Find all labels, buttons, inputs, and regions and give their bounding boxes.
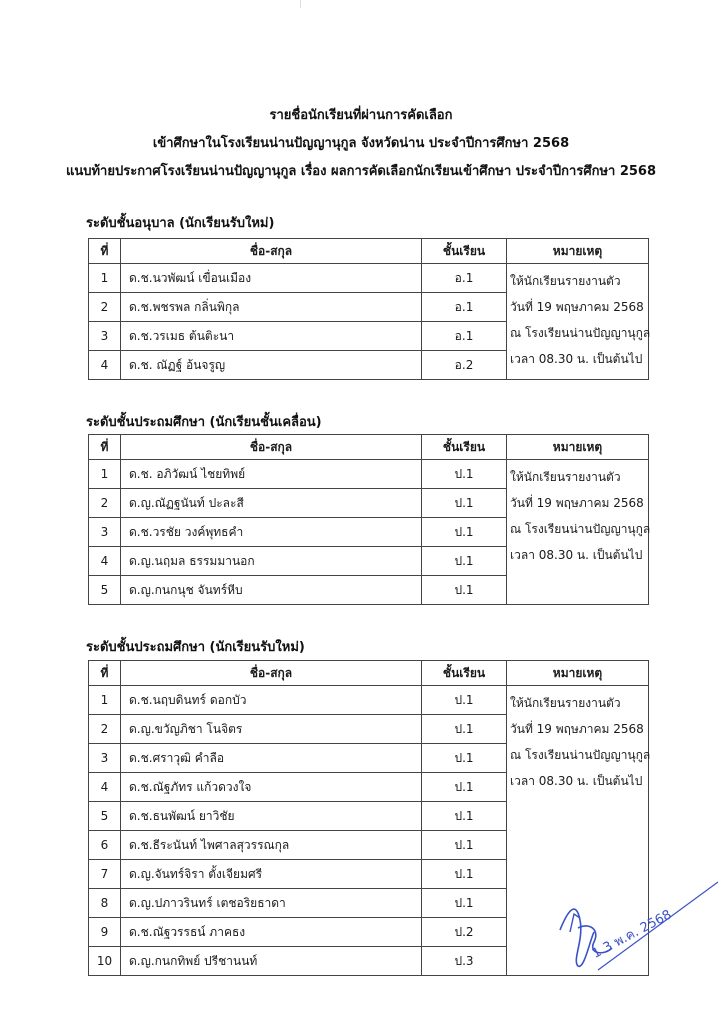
class-level: ป.1 (422, 489, 507, 518)
note-line: ให้นักเรียนรายงานตัว (510, 470, 621, 484)
row-number: 3 (89, 322, 121, 351)
table-primary-transfer (88, 434, 649, 605)
row-number: 6 (89, 831, 121, 860)
column-header-class: ชั้นเรียน (422, 661, 507, 686)
student-name: ด.ช.ณัฐวรรธน์ ภาคธง (121, 918, 422, 947)
column-header-note: หมายเหตุ (507, 239, 649, 264)
note-line: เวลา 08.30 น. เป็นต้นไป (510, 548, 643, 562)
student-name: ด.ช.ศราวุฒิ คำลือ (121, 744, 422, 773)
note-line: ณ โรงเรียนน่านปัญญานุกูล (510, 748, 651, 762)
student-name: ด.ญ.ณัฏฐนันท์ ปะละสี (121, 489, 422, 518)
row-number: 8 (89, 889, 121, 918)
section-title-kindergarten: ระดับชั้นอนุบาล (นักเรียนรับใหม่) (86, 216, 275, 231)
note-line: ณ โรงเรียนน่านปัญญานุกูล (510, 326, 651, 340)
student-name: ด.ช.นฤบดินทร์ ดอกบัว (121, 686, 422, 715)
class-level: อ.2 (422, 351, 507, 380)
row-number: 2 (89, 489, 121, 518)
note-line: เวลา 08.30 น. เป็นต้นไป (510, 774, 643, 788)
class-level: ป.1 (422, 576, 507, 605)
class-level: ป.1 (422, 460, 507, 489)
row-number: 3 (89, 744, 121, 773)
student-name: ด.ช.ณัฐภัทร แก้วดวงใจ (121, 773, 422, 802)
row-number: 5 (89, 802, 121, 831)
class-level: ป.1 (422, 744, 507, 773)
student-name: ด.ช.ธนพัฒน์ ยาวิชัย (121, 802, 422, 831)
student-name: ด.ญ.จันทร์จิรา ตั้งเจียมศรี (121, 860, 422, 889)
column-header-class: ชั้นเรียน (422, 435, 507, 460)
class-level: ป.1 (422, 715, 507, 744)
row-number: 9 (89, 918, 121, 947)
scan-artifact-line (300, 0, 301, 8)
column-header-num: ที่ (89, 435, 121, 460)
class-level: ป.1 (422, 831, 507, 860)
class-level: อ.1 (422, 322, 507, 351)
class-level: ป.1 (422, 860, 507, 889)
row-number: 4 (89, 773, 121, 802)
header-subtitle: เข้าศึกษาในโรงเรียนน่านปัญญานุกูล จังหวัดน่าน ประจำปีการศึกษา 2568 (152, 136, 570, 151)
column-header-name: ชื่อ-สกุล (121, 435, 422, 460)
row-number: 2 (89, 293, 121, 322)
student-name: ด.ญ.กนกทิพย์ ปรีชานนท์ (121, 947, 422, 976)
note-line: วันที่ 19 พฤษภาคม 2568 (510, 300, 644, 314)
class-level: ป.1 (422, 547, 507, 576)
note-cell (507, 460, 649, 605)
column-header-num: ที่ (89, 661, 121, 686)
row-number: 3 (89, 518, 121, 547)
row-number: 10 (89, 947, 121, 976)
row-number: 1 (89, 460, 121, 489)
student-name: ด.ช.วรเมธ ต้นติะนา (121, 322, 422, 351)
table-row (89, 686, 649, 715)
class-level: ป.1 (422, 773, 507, 802)
section-title-primary-transfer: ระดับชั้นประถมศึกษา (นักเรียนชั้นเคลื่อน) (86, 415, 322, 430)
received-date-stamp: 1 3 พ.ค. 2568 (589, 907, 675, 962)
row-number: 5 (89, 576, 121, 605)
column-header-num: ที่ (89, 239, 121, 264)
header-title: รายชื่อนักเรียนที่ผ่านการคัดเลือก (269, 108, 453, 123)
table-header-row (89, 435, 649, 460)
class-level: อ.1 (422, 264, 507, 293)
class-level: อ.1 (422, 293, 507, 322)
class-level: ป.1 (422, 802, 507, 831)
row-number: 1 (89, 264, 121, 293)
note-line: ให้นักเรียนรายงานตัว (510, 274, 621, 288)
row-number: 1 (89, 686, 121, 715)
row-number: 2 (89, 715, 121, 744)
student-name: ด.ช.ธีระนันท์ ไพศาลสุวรรณกุล (121, 831, 422, 860)
column-header-name: ชื่อ-สกุล (121, 661, 422, 686)
student-name: ด.ญ.กนกนุช จันทร์หีบ (121, 576, 422, 605)
table-kindergarten (88, 238, 649, 380)
row-number: 4 (89, 547, 121, 576)
student-name: ด.ญ.ขวัญภิชา โนจิตร (121, 715, 422, 744)
student-name: ด.ญ.ปภาวรินทร์ เตชอริยธาดา (121, 889, 422, 918)
class-level: ป.1 (422, 889, 507, 918)
table-header-row (89, 239, 649, 264)
column-header-name: ชื่อ-สกุล (121, 239, 422, 264)
class-level: ป.1 (422, 518, 507, 547)
note-line: ให้นักเรียนรายงานตัว (510, 696, 621, 710)
row-number: 7 (89, 860, 121, 889)
class-level: ป.2 (422, 918, 507, 947)
header-reference: แนบท้ายประกาศโรงเรียนน่านปัญญานุกูล เรื่อง ผลการคัดเลือกนักเรียนเข้าศึกษา ประจำปีการศึกษา 2568 (65, 164, 657, 179)
note-line: ณ โรงเรียนน่านปัญญานุกูล (510, 522, 651, 536)
column-header-note: หมายเหตุ (507, 435, 649, 460)
column-header-class: ชั้นเรียน (422, 239, 507, 264)
student-name: ด.ญ.นฤมล ธรรมมานอก (121, 547, 422, 576)
row-number: 4 (89, 351, 121, 380)
note-line: เวลา 08.30 น. เป็นต้นไป (510, 352, 643, 366)
class-level: ป.1 (422, 686, 507, 715)
table-row (89, 264, 649, 293)
note-line: วันที่ 19 พฤษภาคม 2568 (510, 722, 644, 736)
table-row (89, 460, 649, 489)
column-header-note: หมายเหตุ (507, 661, 649, 686)
student-name: ด.ช.นวพัฒน์ เขื่อนเมือง (121, 264, 422, 293)
section-title-primary-new: ระดับชั้นประถมศึกษา (นักเรียนรับใหม่) (86, 640, 305, 655)
student-name: ด.ช. อภิวัฒน์ ไชยทิพย์ (121, 460, 422, 489)
note-line: วันที่ 19 พฤษภาคม 2568 (510, 496, 644, 510)
table-header-row (89, 661, 649, 686)
student-name: ด.ช.พชรพล กลิ่นพิกุล (121, 293, 422, 322)
student-name: ด.ช.วรชัย วงค์พุทธคำ (121, 518, 422, 547)
note-cell (507, 264, 649, 380)
student-name: ด.ช. ณัฏฐ์ อ้นจรูญ (121, 351, 422, 380)
class-level: ป.3 (422, 947, 507, 976)
